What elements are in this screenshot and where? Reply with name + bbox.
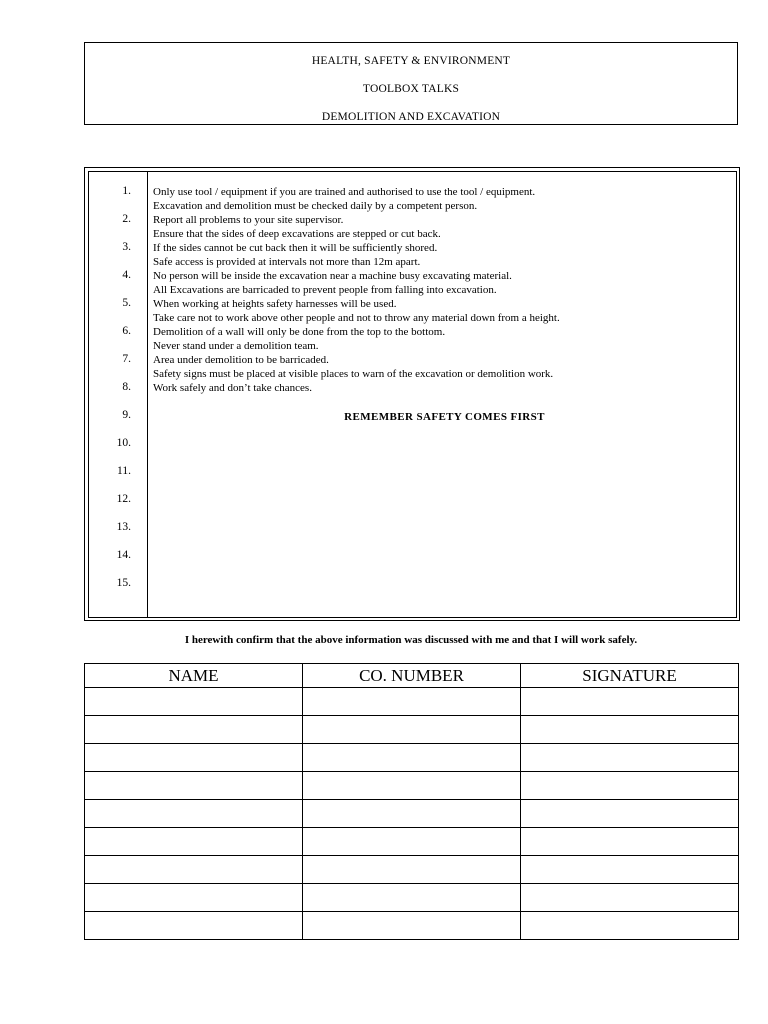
item-number: 4. [122,269,131,281]
safety-item: Only use tool / equipment if you are trained and authorised to use the tool / equipment. [153,186,536,198]
item-number: 1. [122,185,131,197]
item-number: 15. [116,577,131,589]
content-box [84,167,740,621]
table-row [85,716,739,744]
item-number: 14. [116,549,131,561]
signature-cell[interactable] [521,884,739,912]
header-subtitle: TOOLBOX TALKS [362,83,460,95]
signature-cell[interactable] [521,688,739,716]
safety-item: When working at heights safety harnesses will be used. [153,298,397,310]
signature-cell[interactable] [521,912,739,940]
item-number: 10. [116,437,131,449]
header-title: HEALTH, SAFETY & ENVIRONMENT [311,55,511,67]
signature-table-header-row [85,664,739,688]
co-number-cell[interactable] [303,772,521,800]
header-box [84,42,738,125]
item-number: 12. [116,493,131,505]
name-cell[interactable] [85,828,303,856]
safety-item: Safety signs must be placed at visible places to warn of the excavation or demolition work. [153,368,554,380]
co-number-cell[interactable] [303,856,521,884]
item-number: 13. [116,521,131,533]
item-number: 8. [122,381,131,393]
header-topic: DEMOLITION AND EXCAVATION [321,111,501,123]
safety-item: No person will be inside the excavation near a machine busy excavating material. [153,270,512,282]
item-number: 5. [122,297,131,309]
co-number-cell[interactable] [303,828,521,856]
number-column [89,172,148,617]
item-number: 7. [122,353,131,365]
co-number-cell[interactable] [303,884,521,912]
co-number-cell[interactable] [303,800,521,828]
co-number-column-header: CO. NUMBER [303,664,521,688]
table-row [85,884,739,912]
safety-items-list [153,185,560,395]
signature-cell[interactable] [521,716,739,744]
safety-item: If the sides cannot be cut back then it will be sufficiently shored. [153,242,438,254]
safety-item: Area under demolition to be barricaded. [153,354,329,366]
table-row [85,828,739,856]
name-cell[interactable] [85,772,303,800]
signature-cell[interactable] [521,800,739,828]
signature-cell[interactable] [521,744,739,772]
co-number-cell[interactable] [303,912,521,940]
safety-item: Take care not to work above other people and not to throw any material down from a height. [153,312,560,324]
name-cell[interactable] [85,688,303,716]
item-number: 11. [117,465,131,477]
item-number: 6. [122,325,131,337]
name-cell[interactable] [85,716,303,744]
co-number-cell[interactable] [303,744,521,772]
item-number: 2. [122,213,131,225]
name-cell[interactable] [85,744,303,772]
co-number-cell[interactable] [303,716,521,744]
name-column-header: NAME [85,664,303,688]
item-number: 9. [122,409,131,421]
table-row [85,800,739,828]
safety-item: Ensure that the sides of deep excavations are stepped or cut back. [153,228,441,240]
content-inner-frame [88,171,737,618]
name-cell[interactable] [85,884,303,912]
signature-cell[interactable] [521,772,739,800]
signature-column-header: SIGNATURE [521,664,739,688]
co-number-cell[interactable] [303,688,521,716]
table-row [85,744,739,772]
safety-item: All Excavations are barricaded to prevent people from falling into excavation. [153,284,497,296]
safety-item: Work safely and don’t take chances. [153,382,312,394]
safety-item: Excavation and demolition must be checked daily by a competent person. [153,200,478,212]
signature-cell[interactable] [521,856,739,884]
item-number: 3. [122,241,131,253]
table-row [85,688,739,716]
signature-table [84,663,739,940]
name-cell[interactable] [85,800,303,828]
remember-safety-text: REMEMBER SAFETY COMES FIRST [344,411,545,423]
table-row [85,772,739,800]
safety-item: Safe access is provided at intervals not more than 12m apart. [153,256,421,268]
safety-item: Demolition of a wall will only be done from the top to the bottom. [153,326,446,338]
confirmation-statement: I herewith confirm that the above information was discussed with me and that I will work safely. [184,634,638,646]
table-row [85,912,739,940]
name-cell[interactable] [85,912,303,940]
safety-item: Report all problems to your site supervisor. [153,214,344,226]
safety-item: Never stand under a demolition team. [153,340,319,352]
name-cell[interactable] [85,856,303,884]
signature-cell[interactable] [521,828,739,856]
table-row [85,856,739,884]
